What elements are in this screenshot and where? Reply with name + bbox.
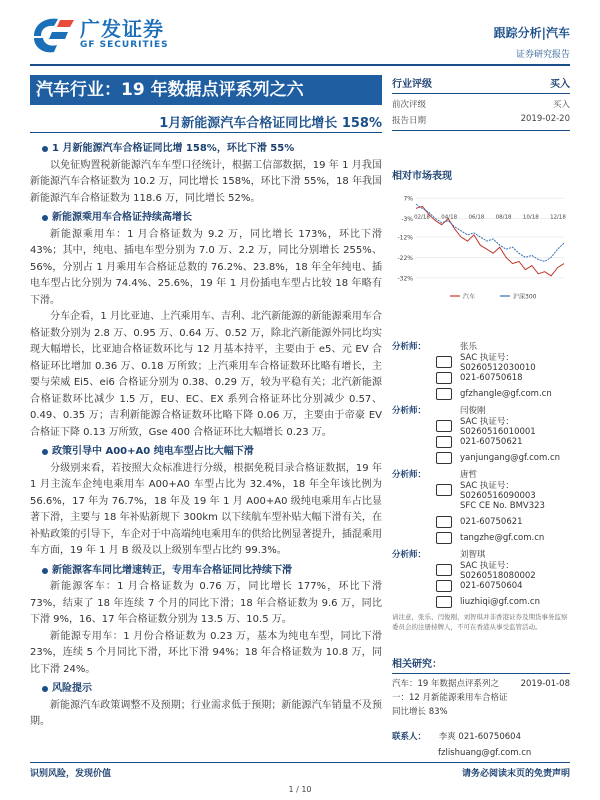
footer-divider [30,762,570,763]
analyst-sac: SAC 执证号：S0260518080002 [460,561,536,581]
logo-en-text: GF SECURITIES [80,40,169,50]
analyst-phone: 021-60750621 [460,517,523,527]
analyst-row [392,481,570,501]
section-heading: 新能源客车同比增速转正，专用车合格证同比持续下滑 [30,563,382,580]
related-research [392,655,570,761]
analyst-name: 张乐 [460,342,478,352]
prev-rating-value: 买入 [552,100,570,110]
analyst-row [392,578,570,594]
contact-block [392,729,570,761]
analyst-sfc: SFC CE No. BMV323 [460,501,545,511]
paragraph: 新能源客车：1 月合格证数为 0.76 万，同比增长 177%，环比下滑 73%，结束了 18 年连续 7 个月的同比下滑；18 年合格证数为 9.6 万，同比下滑 9%，16、17 年合格证数分别为 13.5 万、10.5 万。 [30,581,382,625]
x-tick-label: 02/18 [414,214,430,221]
prev-rating-row [392,94,570,110]
paragraph: 新能源汽车政策调整不及预期；行业需求低于预期；新能源汽车销量不及预期。 [30,699,382,727]
related-item[interactable] [392,677,570,719]
analyst-list [392,338,570,632]
analyst-email[interactable]: liuzhiqi@gf.com.cn [460,597,540,607]
email-icon [436,388,452,400]
report-date-row [392,110,570,131]
paragraph: 分级别来看，若按照大众标准进行分级，根据免税目录合格证数据，19 年 1 月主流车企纯电乘用车 A00+A0 车型占比为 32.4%，18 年全年该比例为 56.6%，17 年为 76.7%，18 年及 19 年 1 月 A00+A0 级纯电乘用车占比显著下滑，主要与 18 年补贴新规下 300km 以下续航车型补贴大幅下滑有关，在补贴政策的引导下，车企对于中高端纯电乘用车的供给比例显著提升，插混乘用车方面，19 年 1 月 B 级及以上级别车型占比约 99.3%。 [30,462,382,556]
analyst-name: 唐哲 [460,470,478,480]
report-title: 汽车行业：19 年数据点评系列之六 [30,75,382,105]
paragraph: 以免征购置税新能源汽车车型口径统计，根据工信部数据，19 年 1 月我国新能源汽车合格证数为 10.2 万，同比增长 158%，环比下滑 55%，18 年我国新能源汽车合格证数为 118.6 万，同比增长 52%。 [30,159,382,204]
analyst-email[interactable]: gfzhangle@gf.com.cn [460,389,552,399]
contact-label: 联系人： [392,732,427,742]
y-tick-label: 7% [403,195,413,203]
footer-left: 识别风险，发现价值 [30,769,112,779]
rating-header [392,75,570,94]
report-type: 跟踪分析|汽车 [493,26,570,40]
email-icon [436,452,452,464]
analyst-row [392,514,570,530]
analyst-sac: SAC 执证号：S0260512030010 [460,353,536,373]
company-logo [30,14,169,54]
header-divider [30,64,570,66]
phone-icon [436,436,452,448]
main-content [30,138,382,731]
prev-rating-label: 前次评级 [392,100,427,110]
legend-label: 汽车 [463,293,476,301]
analyst-phone: 021-60750604 [460,581,523,591]
related-item-text[interactable]: 汽车：19 年数据点评系列之一：12 月新能源乘用车合格证同比增长 83% [392,679,508,717]
section-heading: 政策引导中 A00+A0 纯电车型占比大幅下滑 [30,444,382,461]
analyst-row [392,434,570,450]
y-tick-label: -32% [397,275,413,283]
id-card-icon [436,564,452,576]
x-tick-label: 12/18 [550,214,566,221]
y-tick-label: -22% [397,254,413,262]
analyst-row [392,498,570,514]
series-line [416,204,564,261]
analyst-email[interactable]: yanjungang@gf.com.cn [460,453,561,463]
subtitle-divider [30,132,382,133]
paragraph: 新能源专用车：1 月份合格证数为 0.23 万，基本为纯电车型，同比下滑 23%，连续 5 个月同比下滑，环比下滑 94%；18 年合格证数为 10.8 万，同比下滑 24%。 [30,630,382,675]
x-tick-label: 08/18 [495,214,512,221]
chart-title: 相对市场表现 [392,171,452,182]
analyst-name: 刘智琪 [460,550,486,560]
section-heading: 新能源乘用车合格证持续高增长 [30,210,382,227]
analyst-phone: 021-60750618 [460,373,523,383]
email-icon [436,596,452,608]
email-icon [436,532,452,544]
id-card-icon [436,356,452,368]
analyst-email[interactable]: tangzhe@gf.com.cn [460,533,545,543]
analyst-row [392,386,570,402]
analyst-sac: SAC 执证号：S0260516010001 [460,417,536,437]
report-date-label: 报告日期 [392,116,427,126]
contact-name: 李爽 021-60750604 [438,732,521,742]
section-heading: 1 月新能源汽车合格证同比增 158%，环比下滑 55% [30,141,382,158]
rating-value: 买入 [550,79,570,90]
page-number: 1 / 10 [288,785,312,794]
analyst-row [392,530,570,546]
logo-cn-text: 广发证券 [80,17,164,41]
id-card-icon [436,420,452,432]
sidebar [392,75,570,307]
analyst-label: 分析师： [392,406,427,416]
disclaimer-note: 请注意，张乐、闫俊刚、刘智琪并非香港证券及期货事务监察委员会的注册持牌人，不可在香港从事受监管活动。 [392,613,568,631]
analyst-row [392,370,570,386]
analyst-name: 闫俊刚 [460,406,486,416]
analyst-sac: SAC 执证号：S0260516090003 [460,481,536,501]
gf-logo-icon [30,14,76,54]
report-date-value: 2019-02-20 [520,114,570,124]
analyst-label: 分析师： [392,550,427,560]
phone-icon [436,580,452,592]
analyst-row [392,594,570,610]
id-card-icon [436,484,452,496]
analyst-row [392,417,570,437]
analyst-label: 分析师： [392,342,427,352]
series-line [416,206,564,275]
legend-label: 沪深300 [513,293,537,301]
analyst-row [392,561,570,581]
rating-label: 行业评级 [392,79,432,90]
section-heading: 风险提示 [30,681,382,698]
phone-icon [436,516,452,528]
report-subtitle: 1月新能源汽车合格证同比增长 158% [159,116,382,131]
relative-performance-chart [392,186,570,304]
y-tick-label: -3% [401,216,413,224]
x-tick-label: 04/18 [441,214,458,221]
x-tick-label: 06/18 [468,214,485,221]
paragraph: 分车企看，1 月比亚迪、上汽乘用车、吉利、北汽新能源的新能源乘用车合格证数分别为 2.8 万、0.95 万、0.64 万、0.52 万，除北汽新能源外同比均实现大幅增长，比亚迪合格证数环比与 12 月基本持平，主要由于 e5、元 EV 合格证环比增加 0.36 万、0.18 万所致；上汽乘用车合格证数环比略有增长，主要与荣威 Ei5、ei6 合格证分别为 0.38、0.29 万，较为平稳有关；北汽新能源合格证数环比减少 1.5 万，EU、EC、EX 系列合格证环比分别减少 0.57、0.49、0.35 万；吉利新能源合格证数环比略下降 0.06 万，主要由于帝豪 EV 合格证下降 0.13 万所致，Gse 400 合格证环比大幅增长 0.23 万。 [30,311,382,438]
analyst-row [392,353,570,373]
analyst-label: 分析师： [392,470,427,480]
related-item-date: 2019-01-08 [520,679,570,689]
x-tick-label: 10/18 [522,214,539,221]
footer-right: 请务必阅读末页的免责声明 [461,769,570,779]
y-tick-label: -12% [397,234,413,242]
paragraph: 新能源乘用车：1 月合格证数为 9.2 万，同比增长 173%，环比下滑 43%；其中，纯电、插电车型分别为 7.0 万、2.2 万，同比分别增长 255%、56%，分别占 1 月乘用车合格证总数的 76.2%、23.8%，18 年全年纯电、插电车型占比分别为 74.4%、25.6%，19 年 1 月份插电车型占比较 18 年略有下滑。 [30,228,382,306]
analyst-row [392,450,570,466]
report-sub: 证券研究报告 [515,50,570,60]
contact-email[interactable]: fzlishuang@gf.com.cn [438,748,532,758]
related-heading: 相关研究： [392,655,570,674]
analyst-phone: 021-60750621 [460,437,523,447]
phone-icon [436,372,452,384]
